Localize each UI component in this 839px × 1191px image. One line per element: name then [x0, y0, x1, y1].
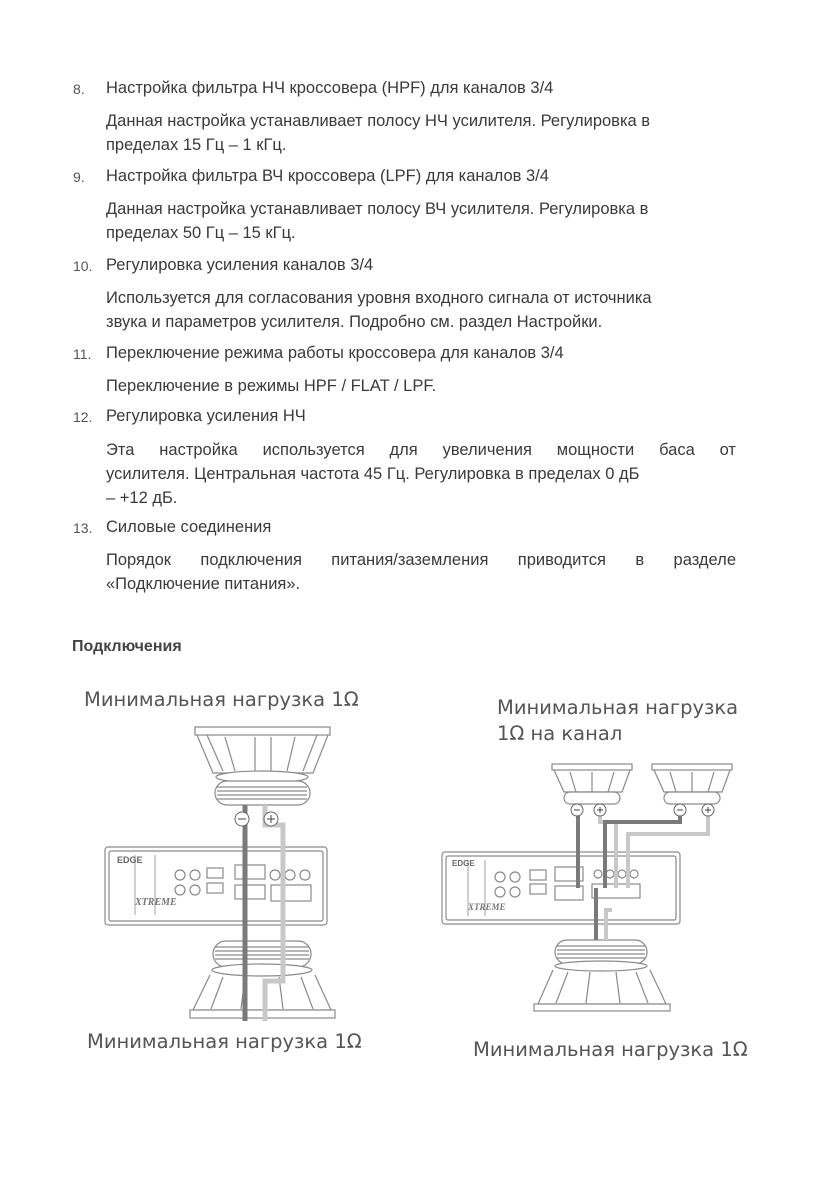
left-wiring-diagram: [95, 725, 365, 1025]
desc-line: усилителя. Центральная частота 45 Гц. Регулировка в пределах 0 дБ: [106, 465, 640, 483]
caption-right-top-line1: Минимальная нагрузка: [497, 696, 739, 719]
item-number: 12.: [73, 409, 93, 425]
desc-line: Порядок подключения питания/заземления приводится в разделе: [106, 551, 736, 569]
right-wiring-diagram: [440, 762, 740, 1032]
item-description: [106, 109, 736, 157]
desc-line: Переключение в режимы HPF / FLAT / LPF.: [106, 377, 437, 395]
item-title: Переключение режима работы кроссовера для каналов 3/4: [106, 344, 564, 362]
top-subwoofer-icon: [195, 727, 330, 805]
item-title: Настройка фильтра НЧ кроссовера (HPF) для каналов 3/4: [106, 79, 554, 97]
desc-line: – +12 дБ.: [106, 489, 178, 507]
item-title: Настройка фильтра ВЧ кроссовера (LPF) для каналов 3/4: [106, 167, 549, 185]
item-description: [106, 374, 736, 398]
item-description: [106, 197, 736, 245]
desc-line: звука и параметров усилителя. Подробно см. раздел Настройки.: [106, 313, 603, 331]
item-title: Регулировка усиления каналов 3/4: [106, 256, 374, 274]
top-right-speaker-icon: [652, 764, 732, 804]
item-number: 13.: [73, 520, 93, 536]
desc-line: пределах 50 Гц – 15 кГц.: [106, 224, 296, 242]
desc-line: «Подключение питания».: [106, 575, 301, 593]
amp-brand: EDGE: [117, 855, 143, 865]
item-number: 8.: [73, 81, 85, 97]
item-title: Регулировка усиления НЧ: [106, 407, 306, 425]
amp-brand: EDGE: [452, 859, 475, 868]
item-description: [106, 438, 736, 510]
desc-line: пределах 15 Гц – 1 кГц.: [106, 136, 287, 154]
desc-line: Используется для согласования уровня входного сигнала от источника: [106, 289, 652, 307]
right-amplifier-icon: [442, 852, 680, 924]
bottom-subwoofer-icon: [534, 940, 670, 1011]
caption-right-top-line2: 1Ω на канал: [497, 722, 623, 745]
item-description: [106, 548, 736, 596]
amp-model: XTREME: [468, 902, 506, 912]
item-number: 10.: [73, 258, 93, 274]
item-title: Силовые соединения: [106, 518, 272, 536]
caption-right-bottom: Минимальная нагрузка 1Ω: [473, 1038, 748, 1061]
desc-line: Эта настройка используется для увеличения мощности баса от: [106, 441, 736, 459]
item-number: 11.: [73, 346, 92, 362]
section-title: Подключения: [72, 638, 182, 655]
desc-line: Данная настройка устанавливает полосу НЧ усилителя. Регулировка в: [106, 112, 651, 130]
desc-line: Данная настройка устанавливает полосу ВЧ усилителя. Регулировка в: [106, 200, 649, 218]
item-description: [106, 286, 736, 334]
top-left-speaker-icon: [552, 764, 632, 804]
amp-model: XTREME: [135, 897, 177, 908]
caption-left-top: Минимальная нагрузка 1Ω: [84, 688, 359, 711]
item-number: 9.: [73, 169, 85, 185]
caption-left-bottom: Минимальная нагрузка 1Ω: [87, 1030, 362, 1053]
